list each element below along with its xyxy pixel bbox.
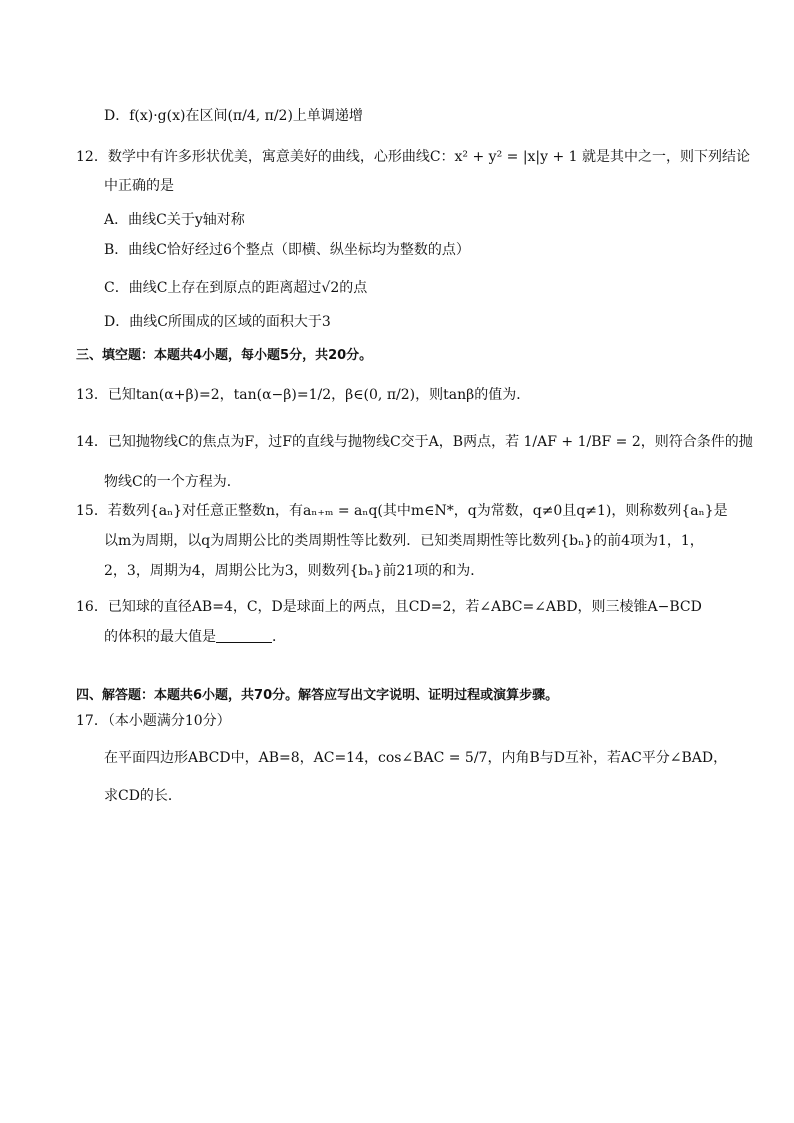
question-12-stem-cont: 中正确的是	[104, 178, 174, 194]
question-17-header: 17．（本小题满分10分）	[76, 713, 231, 729]
section-heading-fill-blank: 三、填空题：本题共4小题，每小题5分，共20分。	[76, 348, 373, 363]
option-12-c: C．曲线C上存在到原点的距离超过√2的点	[104, 280, 368, 296]
question-16-cont	[104, 627, 286, 647]
question-17-stem: 在平面四边形ABCD中，AB=8，AC=14，cos∠BAC = 5/7，内角B与D互补，若AC平分∠BAD，	[104, 750, 728, 766]
question-15: 15．若数列{aₙ}对任意正整数n，有aₙ₊ₘ = aₙq(其中m∈N*，q为常数，q≠0且q≠1)，则称数列{aₙ}是	[76, 503, 728, 519]
option-12-d: D．曲线C所围成的区域的面积大于3	[104, 314, 331, 330]
question-13: 13．已知tan(α+β)=2，tan(α−β)=1/2，β∈(0, π/2)，则tanβ的值为．	[76, 387, 531, 403]
question-14-cont: 物线C的一个方程为．	[104, 474, 241, 490]
question-15-cont-1: 以m为周期，以q为周期公比的类周期性等比数列．已知类周期性等比数列{bₙ}的前4项为1，1，	[104, 533, 704, 549]
question-15-cont-2: 2，3，周期为4，周期公比为3，则数列{bₙ}前21项的和为．	[104, 563, 485, 579]
option-12-prev-d: D．f(x)·g(x)在区间(π/4, π/2)上单调递增	[104, 108, 363, 124]
question-16-cont-text: 的体积的最大值是	[104, 629, 216, 645]
question-12-stem: 12．数学中有许多形状优美，寓意美好的曲线，心形曲线C：x² + y² = |x|y + 1 就是其中之一，则下列结论	[76, 149, 751, 165]
question-16-period: ．	[272, 629, 286, 645]
answer-blank	[216, 628, 272, 643]
question-17-stem-cont: 求CD的长．	[104, 788, 182, 804]
option-12-a: A．曲线C关于y轴对称	[104, 212, 245, 228]
question-16: 16．已知球的直径AB=4，C，D是球面上的两点，且CD=2，若∠ABC=∠ABD，则三棱锥A−BCD	[76, 599, 702, 615]
section-heading-solve: 四、解答题：本题共6小题，共70分。解答应写出文字说明、证明过程或演算步骤。	[76, 688, 559, 703]
question-14: 14．已知抛物线C的焦点为F，过F的直线与抛物线C交于A，B两点，若 1/AF + 1/BF = 2，则符合条件的抛	[76, 434, 753, 450]
option-12-b: B．曲线C恰好经过6个整点（即横、纵坐标均为整数的点）	[104, 242, 470, 258]
